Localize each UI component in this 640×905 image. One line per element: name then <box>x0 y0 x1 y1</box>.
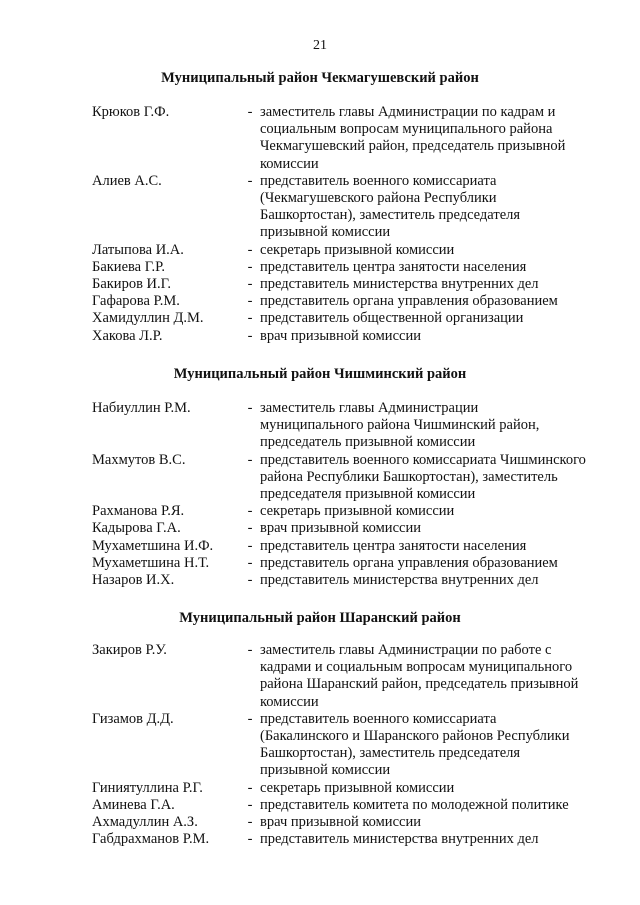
role-line: заместитель главы Администрации <box>260 400 479 416</box>
role-line: заместитель главы Администрации по кадрам и <box>260 104 556 120</box>
member-row <box>92 173 612 242</box>
member-row <box>92 276 612 293</box>
member-name: Алиев А.С. <box>92 172 162 189</box>
member-row <box>92 711 612 780</box>
role-line: Башкортостан), заместитель председателя <box>260 207 521 224</box>
dash: - <box>247 831 253 848</box>
role-line: Башкортостан), заместитель председателя <box>260 745 521 762</box>
dash: - <box>247 172 253 189</box>
member-list-chishmy <box>92 400 612 589</box>
member-name: Латыпова И.А. <box>92 241 184 258</box>
member-role: врач призывной комиссии <box>260 520 421 537</box>
dash: - <box>247 572 253 589</box>
member-name: Гиниятуллина Р.Г. <box>92 779 203 796</box>
member-row <box>92 328 612 345</box>
member-name: Кадырова Г.А. <box>92 520 181 537</box>
role-line: социальным вопросам муниципального района <box>260 121 553 138</box>
member-name: Гизамов Д.Д. <box>92 710 174 727</box>
member-row <box>92 503 612 520</box>
member-row <box>92 400 612 452</box>
member-role: секретарь призывной комиссии <box>260 503 455 520</box>
role-line: председателя призывной комиссии <box>260 486 476 503</box>
dash: - <box>247 796 253 813</box>
section-title-chekmagush: Муниципальный район Чекмагушевский район <box>161 70 479 86</box>
role-line: председатель призывной комиссии <box>260 434 476 451</box>
member-row <box>92 642 612 711</box>
dash: - <box>247 451 253 468</box>
member-row <box>92 572 612 589</box>
dash: - <box>247 710 253 727</box>
member-row <box>92 242 612 259</box>
role-line: представитель военного комиссариата <box>260 710 497 727</box>
dash: - <box>247 293 253 310</box>
role-line: муниципального района Чишминский район, <box>260 417 540 434</box>
member-role: представитель общественной организации <box>260 310 524 327</box>
member-row <box>92 780 612 797</box>
section-title-sharan: Муниципальный район Шаранский район <box>179 610 461 626</box>
role-line: комиссии <box>260 693 319 710</box>
role-line: призывной комиссии <box>260 762 391 779</box>
member-row <box>92 814 612 831</box>
member-row <box>92 293 612 310</box>
dash: - <box>247 503 253 520</box>
member-row <box>92 831 612 848</box>
role-line: района Шаранский район, председатель призывной <box>260 676 579 693</box>
member-role <box>260 642 605 711</box>
member-role: представитель органа управления образованием <box>260 293 558 310</box>
role-line: представитель военного комиссариата Чишминского <box>260 451 586 468</box>
dash: - <box>247 779 253 796</box>
section-title-chishmy: Муниципальный район Чишминский район <box>173 366 467 382</box>
member-role: представитель центра занятости населения <box>260 537 527 554</box>
member-row <box>92 538 612 555</box>
member-role: врач призывной комиссии <box>260 814 421 831</box>
dash: - <box>247 520 253 537</box>
role-line: представитель военного комиссариата <box>260 172 497 189</box>
member-name: Махмутов В.С. <box>92 451 186 468</box>
role-line: заместитель главы Администрации по работе с <box>260 642 552 658</box>
member-row <box>92 310 612 327</box>
member-name: Бакиров И.Г. <box>92 276 172 293</box>
member-role: секретарь призывной комиссии <box>260 779 455 796</box>
dash: - <box>247 537 253 554</box>
dash: - <box>247 310 253 327</box>
dash: - <box>247 104 253 120</box>
member-role: представитель министерства внутренних дел <box>260 572 539 589</box>
member-name: Гафарова Р.М. <box>92 293 180 310</box>
member-role: представитель министерства внутренних дел <box>260 831 539 848</box>
page-number: 21 <box>313 38 327 53</box>
dash: - <box>247 642 253 658</box>
member-row <box>92 452 612 504</box>
member-role <box>260 104 605 173</box>
member-role: представитель министерства внутренних дел <box>260 276 539 293</box>
member-name: Габдрахманов Р.М. <box>92 831 210 848</box>
member-name: Набиуллин Р.М. <box>92 400 191 416</box>
dash: - <box>247 327 253 344</box>
member-name: Бакиева Г.Р. <box>92 258 165 275</box>
role-line: Чекмагушевский район, председатель призывной <box>260 138 566 155</box>
member-name: Закиров Р.У. <box>92 642 167 658</box>
role-line: призывной комиссии <box>260 224 391 241</box>
member-role: представитель комитета по молодежной политике <box>260 796 569 813</box>
member-role: представитель центра занятости населения <box>260 258 527 275</box>
role-line: кадрами и социальным вопросам муниципального <box>260 659 573 676</box>
member-name: Крюков Г.Ф. <box>92 104 170 120</box>
member-list-sharan <box>92 642 612 848</box>
member-role: секретарь призывной комиссии <box>260 241 455 258</box>
role-line: района Республики Башкортостан), заместитель <box>260 468 558 485</box>
member-role <box>260 452 605 504</box>
dash: - <box>247 258 253 275</box>
member-row <box>92 555 612 572</box>
member-name: Ахмадуллин А.З. <box>92 814 198 831</box>
member-row <box>92 520 612 537</box>
member-name: Мухаметшина Н.Т. <box>92 554 210 571</box>
member-list-chekmagush <box>92 104 612 345</box>
member-name: Аминева Г.А. <box>92 796 175 813</box>
member-name: Хамидуллин Д.М. <box>92 310 204 327</box>
member-role: врач призывной комиссии <box>260 327 421 344</box>
dash: - <box>247 554 253 571</box>
member-name: Хакова Л.Р. <box>92 327 163 344</box>
dash: - <box>247 400 253 416</box>
role-line: (Бакалинского и Шаранского районов Республики <box>260 728 570 745</box>
member-role <box>260 400 605 452</box>
role-line: (Чекмагушевского района Республики <box>260 190 497 207</box>
member-role <box>260 173 605 242</box>
member-name: Рахманова Р.Я. <box>92 503 185 520</box>
member-name: Назаров И.Х. <box>92 572 175 589</box>
dash: - <box>247 814 253 831</box>
member-row <box>92 797 612 814</box>
member-row <box>92 104 612 173</box>
member-row <box>92 259 612 276</box>
dash: - <box>247 241 253 258</box>
member-role: представитель органа управления образованием <box>260 554 558 571</box>
dash: - <box>247 276 253 293</box>
member-role <box>260 711 605 780</box>
role-line: комиссии <box>260 155 319 172</box>
member-name: Мухаметшина И.Ф. <box>92 537 214 554</box>
